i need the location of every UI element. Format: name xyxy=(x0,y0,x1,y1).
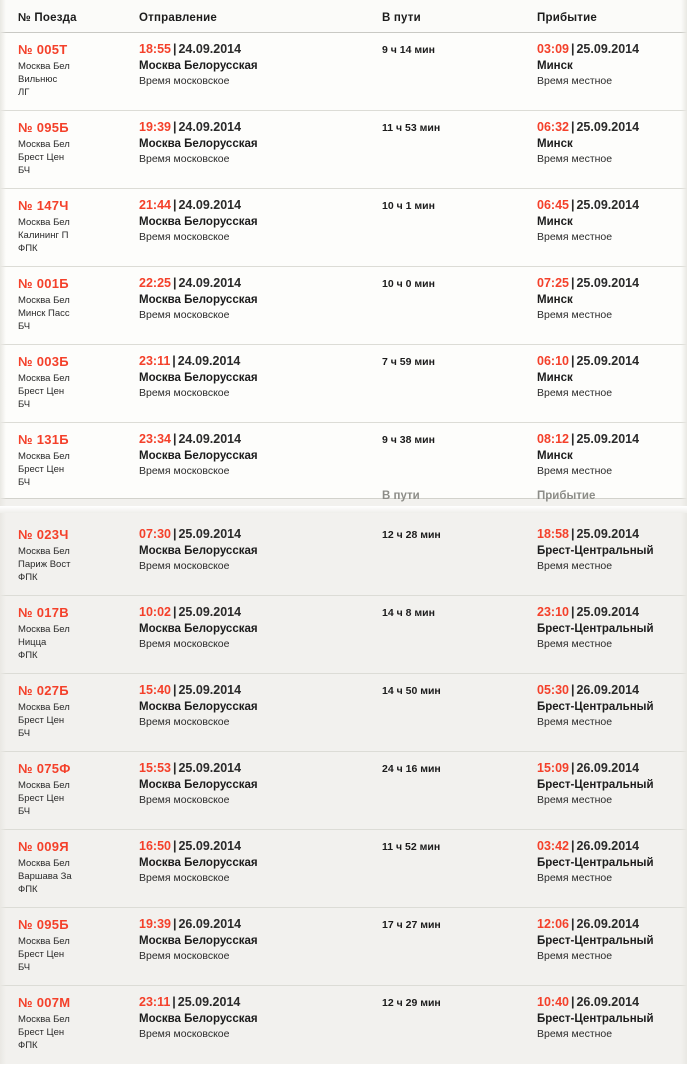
departure-timezone: Время московское xyxy=(139,153,230,165)
train-route-to: Минск Пасс xyxy=(18,308,70,319)
departure-datetime: 16:50 | 25.09.2014 xyxy=(139,839,242,853)
arrival-datetime: 06:10 | 25.09.2014 xyxy=(537,354,640,368)
departure-date: 24.09.2014 xyxy=(178,198,242,212)
arrival-time: 03:09 xyxy=(537,42,569,56)
departure-timezone: Время московское xyxy=(139,794,230,806)
train-cell[interactable] xyxy=(0,120,135,177)
departure-date: 25.09.2014 xyxy=(178,683,242,697)
table-row[interactable] xyxy=(0,908,687,986)
departure-datetime: 15:53 | 25.09.2014 xyxy=(139,761,242,775)
arrival-date: 25.09.2014 xyxy=(576,527,640,541)
arrival-timezone: Время местное xyxy=(537,794,613,806)
train-carrier: БЧ xyxy=(18,962,31,973)
departure-datetime: 23:11 | 25.09.2014 xyxy=(139,995,241,1009)
arrival-station: Минск xyxy=(537,450,573,462)
train-carrier: БЧ xyxy=(18,321,31,332)
train-route-from: Москва Бел xyxy=(18,1014,70,1025)
train-number[interactable]: № 023Ч xyxy=(18,527,69,542)
departure-station: Москва Белорусская xyxy=(139,372,258,384)
departure-time: 21:44 xyxy=(139,198,171,212)
arrival-timezone: Время местное xyxy=(537,950,613,962)
train-route-from: Москва Бел xyxy=(18,936,70,947)
departure-timezone: Время московское xyxy=(139,1028,230,1040)
departure-time: 23:34 xyxy=(139,432,171,446)
table-row[interactable] xyxy=(0,345,687,423)
arrival-cell xyxy=(533,917,687,962)
duration-cell: 11 ч 53 мин xyxy=(382,122,441,134)
train-carrier: ЛГ xyxy=(18,87,30,98)
arrival-datetime: 10:40 | 26.09.2014 xyxy=(537,995,640,1009)
train-cell[interactable] xyxy=(0,198,135,255)
departure-station: Москва Белорусская xyxy=(139,450,258,462)
arrival-station: Минск xyxy=(537,138,573,150)
departure-timezone: Время московское xyxy=(139,231,230,243)
arrival-time: 23:10 xyxy=(537,605,569,619)
arrival-cell xyxy=(533,839,687,884)
train-route-to: Вильнюс xyxy=(18,74,58,85)
arrival-date: 25.09.2014 xyxy=(576,432,640,446)
departure-timezone: Время московское xyxy=(139,309,230,321)
departure-date: 25.09.2014 xyxy=(178,761,242,775)
train-carrier: ФПК xyxy=(18,1040,38,1051)
arrival-cell xyxy=(533,432,687,477)
arrival-time: 06:10 xyxy=(537,354,569,368)
train-cell[interactable] xyxy=(0,839,135,896)
departure-cell xyxy=(135,839,378,884)
departure-station: Москва Белорусская xyxy=(139,60,258,72)
train-route-to: Калининг П xyxy=(18,230,69,241)
duration-cell: 7 ч 59 мин xyxy=(382,356,435,368)
departure-station: Москва Белорусская xyxy=(139,701,258,713)
train-route-to: Брест Цен xyxy=(18,793,65,804)
column-header-arrival: Прибытие xyxy=(537,12,597,24)
train-cell[interactable] xyxy=(0,42,135,99)
departure-timezone: Время московское xyxy=(139,387,230,399)
arrival-station: Брест-Центральный xyxy=(537,779,654,791)
departure-cell xyxy=(135,120,378,165)
arrival-timezone: Время местное xyxy=(537,638,613,650)
departure-timezone: Время московское xyxy=(139,560,230,572)
departure-cell xyxy=(135,995,378,1040)
arrival-timezone: Время местное xyxy=(537,872,613,884)
duration-cell: 11 ч 52 мин xyxy=(382,841,441,853)
duration-cell: 9 ч 38 мин xyxy=(382,434,435,446)
departure-cell xyxy=(135,42,378,87)
train-route-to: Брест Цен xyxy=(18,386,65,397)
train-number[interactable]: № 007М xyxy=(18,995,71,1010)
departure-time: 15:53 xyxy=(139,761,171,775)
arrival-datetime: 06:45 | 25.09.2014 xyxy=(537,198,640,212)
arrival-cell xyxy=(533,42,687,87)
table-row[interactable] xyxy=(0,423,687,498)
departure-datetime: 19:39 | 26.09.2014 xyxy=(139,917,242,931)
train-carrier: ФПК xyxy=(18,884,38,895)
arrival-cell xyxy=(533,683,687,728)
column-header-departure: Отправление xyxy=(139,12,218,24)
train-route-from: Москва Бел xyxy=(18,61,70,72)
table-row[interactable] xyxy=(0,189,687,267)
train-route-from: Москва Бел xyxy=(18,217,70,228)
arrival-station: Брест-Центральный xyxy=(537,857,654,869)
arrival-date: 26.09.2014 xyxy=(576,683,640,697)
arrival-time: 12:06 xyxy=(537,917,569,931)
arrival-timezone: Время местное xyxy=(537,387,613,399)
duration-cell: 12 ч 29 мин xyxy=(382,997,441,1009)
train-route-from: Москва Бел xyxy=(18,702,70,713)
departure-datetime: 23:34 | 24.09.2014 xyxy=(139,432,242,446)
duration-cell: 14 ч 50 мин xyxy=(382,685,441,697)
departure-cell xyxy=(135,276,378,321)
departure-date: 24.09.2014 xyxy=(178,432,242,446)
train-route-to: Брест Цен xyxy=(18,152,65,163)
train-cell[interactable] xyxy=(0,276,135,333)
arrival-cell xyxy=(533,605,687,650)
table-header-secondary xyxy=(0,490,687,518)
arrival-datetime: 12:06 | 26.09.2014 xyxy=(537,917,640,931)
departure-timezone: Время московское xyxy=(139,716,230,728)
departure-date: 25.09.2014 xyxy=(178,839,242,853)
train-carrier: БЧ xyxy=(18,728,31,739)
departure-cell xyxy=(135,354,378,399)
train-carrier: БЧ xyxy=(18,165,31,176)
departure-timezone: Время московское xyxy=(139,465,230,477)
arrival-timezone: Время местное xyxy=(537,75,613,87)
arrival-timezone: Время местное xyxy=(537,153,613,165)
arrival-timezone: Время местное xyxy=(537,465,613,477)
departure-timezone: Время московское xyxy=(139,950,230,962)
departure-datetime: 19:39 | 24.09.2014 xyxy=(139,120,242,134)
train-number[interactable]: № 017В xyxy=(18,605,69,620)
departure-datetime: 07:30 | 25.09.2014 xyxy=(139,527,242,541)
departure-time: 07:30 xyxy=(139,527,171,541)
train-route-from: Москва Бел xyxy=(18,624,70,635)
arrival-station: Брест-Центральный xyxy=(537,935,654,947)
arrival-datetime: 23:10 | 25.09.2014 xyxy=(537,605,640,619)
arrival-cell xyxy=(533,761,687,806)
train-carrier: БЧ xyxy=(18,477,31,488)
arrival-datetime: 07:25 | 25.09.2014 xyxy=(537,276,640,290)
departure-cell xyxy=(135,761,378,806)
arrival-station: Брест-Центральный xyxy=(537,623,654,635)
table-row[interactable] xyxy=(0,674,687,752)
train-cell[interactable] xyxy=(0,605,135,662)
departure-station: Москва Белорусская xyxy=(139,216,258,228)
arrival-date: 26.09.2014 xyxy=(576,995,640,1009)
arrival-cell xyxy=(533,527,687,572)
column-header-arrival-clipped: Прибытие xyxy=(537,490,596,502)
arrival-cell xyxy=(533,276,687,321)
train-route-from: Москва Бел xyxy=(18,546,70,557)
departure-date: 24.09.2014 xyxy=(178,42,242,56)
duration-cell: 10 ч 1 мин xyxy=(382,200,435,212)
train-route-to: Ницца xyxy=(18,637,47,648)
train-carrier: ФПК xyxy=(18,243,38,254)
departure-time: 19:39 xyxy=(139,917,171,931)
arrival-timezone: Время местное xyxy=(537,1028,613,1040)
arrival-date: 26.09.2014 xyxy=(576,761,640,775)
departure-station: Москва Белорусская xyxy=(139,857,258,869)
arrival-date: 25.09.2014 xyxy=(576,276,640,290)
departure-date: 24.09.2014 xyxy=(177,354,241,368)
train-number[interactable]: № 005Т xyxy=(18,42,68,57)
departure-date: 24.09.2014 xyxy=(178,276,242,290)
table-row[interactable] xyxy=(0,752,687,830)
arrival-date: 25.09.2014 xyxy=(576,120,640,134)
train-number[interactable]: № 075Ф xyxy=(18,761,71,776)
train-carrier: БЧ xyxy=(18,399,31,410)
train-cell[interactable] xyxy=(0,354,135,411)
duration-cell: 24 ч 16 мин xyxy=(382,763,441,775)
arrival-timezone: Время местное xyxy=(537,716,613,728)
arrival-cell xyxy=(533,354,687,399)
train-number[interactable]: № 001Б xyxy=(18,276,69,291)
departure-date: 25.09.2014 xyxy=(177,995,241,1009)
train-cell[interactable] xyxy=(0,527,135,584)
arrival-station: Минск xyxy=(537,372,573,384)
train-cell[interactable] xyxy=(0,683,135,740)
departure-cell xyxy=(135,432,378,477)
table-row[interactable] xyxy=(0,33,687,111)
departure-datetime: 22:25 | 24.09.2014 xyxy=(139,276,242,290)
arrival-station: Минск xyxy=(537,60,573,72)
arrival-cell xyxy=(533,995,687,1040)
train-route-to: Брест Цен xyxy=(18,464,65,475)
train-route-from: Москва Бел xyxy=(18,780,70,791)
train-carrier: ФПК xyxy=(18,650,38,661)
arrival-timezone: Время местное xyxy=(537,560,613,572)
arrival-timezone: Время местное xyxy=(537,231,613,243)
arrival-datetime: 03:42 | 26.09.2014 xyxy=(537,839,640,853)
train-cell[interactable] xyxy=(0,432,135,489)
arrival-time: 06:32 xyxy=(537,120,569,134)
train-route-from: Москва Бел xyxy=(18,451,70,462)
arrival-cell xyxy=(533,120,687,165)
train-carrier: БЧ xyxy=(18,806,31,817)
departure-timezone: Время московское xyxy=(139,872,230,884)
table-row[interactable] xyxy=(0,267,687,345)
arrival-cell xyxy=(533,198,687,243)
scan-seam xyxy=(0,506,687,513)
train-cell[interactable] xyxy=(0,917,135,974)
departure-datetime: 21:44 | 24.09.2014 xyxy=(139,198,242,212)
arrival-date: 26.09.2014 xyxy=(576,917,640,931)
duration-cell: 17 ч 27 мин xyxy=(382,919,441,931)
duration-cell: 12 ч 28 мин xyxy=(382,529,441,541)
train-route-to: Варшава За xyxy=(18,871,72,882)
arrival-date: 25.09.2014 xyxy=(576,42,640,56)
train-number[interactable]: № 009Я xyxy=(18,839,69,854)
departure-time: 19:39 xyxy=(139,120,171,134)
arrival-date: 25.09.2014 xyxy=(576,605,640,619)
departure-date: 24.09.2014 xyxy=(178,120,242,134)
train-carrier: ФПК xyxy=(18,572,38,583)
departure-station: Москва Белорусская xyxy=(139,138,258,150)
table-row[interactable] xyxy=(0,830,687,908)
train-route-from: Москва Бел xyxy=(18,858,70,869)
arrival-time: 18:58 xyxy=(537,527,569,541)
departure-cell xyxy=(135,198,378,243)
arrival-time: 05:30 xyxy=(537,683,569,697)
departure-station: Москва Белорусская xyxy=(139,779,258,791)
train-number[interactable]: № 027Б xyxy=(18,683,69,698)
departure-time: 18:55 xyxy=(139,42,171,56)
departure-station: Москва Белорусская xyxy=(139,545,258,557)
train-route-from: Москва Бел xyxy=(18,139,70,150)
departure-cell xyxy=(135,917,378,962)
train-route-to: Брест Цен xyxy=(18,715,65,726)
departure-datetime: 10:02 | 25.09.2014 xyxy=(139,605,242,619)
arrival-date: 25.09.2014 xyxy=(576,198,640,212)
arrival-time: 15:09 xyxy=(537,761,569,775)
departure-station: Москва Белорусская xyxy=(139,294,258,306)
departure-cell xyxy=(135,605,378,650)
duration-cell: 9 ч 14 мин xyxy=(382,44,435,56)
train-cell[interactable] xyxy=(0,761,135,818)
train-number[interactable]: № 095Б xyxy=(18,917,69,932)
departure-date: 25.09.2014 xyxy=(178,527,242,541)
table-row[interactable] xyxy=(0,986,687,1064)
column-header-train: № Поезда xyxy=(18,12,77,24)
arrival-time: 03:42 xyxy=(537,839,569,853)
arrival-datetime: 06:32 | 25.09.2014 xyxy=(537,120,640,134)
departure-time: 22:25 xyxy=(139,276,171,290)
arrival-datetime: 03:09 | 25.09.2014 xyxy=(537,42,640,56)
departure-time: 23:11 xyxy=(139,354,171,368)
train-route-to: Брест Цен xyxy=(18,1027,65,1038)
departure-time: 23:11 xyxy=(139,995,171,1009)
table-row[interactable] xyxy=(0,596,687,674)
arrival-date: 25.09.2014 xyxy=(576,354,640,368)
column-header-duration-clipped: В пути xyxy=(382,490,420,502)
arrival-datetime: 08:12 | 25.09.2014 xyxy=(537,432,640,446)
departure-date: 26.09.2014 xyxy=(178,917,242,931)
departure-station: Москва Белорусская xyxy=(139,1013,258,1025)
train-route-from: Москва Бел xyxy=(18,373,70,384)
arrival-datetime: 05:30 | 26.09.2014 xyxy=(537,683,640,697)
train-number[interactable]: № 003Б xyxy=(18,354,69,369)
table-row[interactable] xyxy=(0,518,687,596)
departure-datetime: 18:55 | 24.09.2014 xyxy=(139,42,242,56)
departure-station: Москва Белорусская xyxy=(139,935,258,947)
train-route-to: Париж Вост xyxy=(18,559,71,570)
departure-cell xyxy=(135,683,378,728)
train-number[interactable]: № 147Ч xyxy=(18,198,69,213)
arrival-time: 06:45 xyxy=(537,198,569,212)
departure-cell xyxy=(135,527,378,572)
departure-station: Москва Белорусская xyxy=(139,623,258,635)
table-row[interactable] xyxy=(0,111,687,189)
train-cell[interactable] xyxy=(0,995,135,1052)
duration-cell: 10 ч 0 мин xyxy=(382,278,435,290)
arrival-time: 10:40 xyxy=(537,995,569,1009)
arrival-datetime: 18:58 | 25.09.2014 xyxy=(537,527,640,541)
departure-time: 15:40 xyxy=(139,683,171,697)
arrival-date: 26.09.2014 xyxy=(576,839,640,853)
arrival-time: 08:12 xyxy=(537,432,569,446)
arrival-timezone: Время местное xyxy=(537,309,613,321)
table-header xyxy=(0,0,687,33)
departure-datetime: 23:11 | 24.09.2014 xyxy=(139,354,241,368)
departure-timezone: Время московское xyxy=(139,75,230,87)
departure-time: 16:50 xyxy=(139,839,171,853)
departure-datetime: 15:40 | 25.09.2014 xyxy=(139,683,242,697)
train-number[interactable]: № 131Б xyxy=(18,432,69,447)
train-route-from: Москва Бел xyxy=(18,295,70,306)
arrival-station: Минск xyxy=(537,216,573,228)
arrival-station: Брест-Центральный xyxy=(537,701,654,713)
column-header-duration: В пути xyxy=(382,12,421,24)
departure-date: 25.09.2014 xyxy=(178,605,242,619)
train-number[interactable]: № 095Б xyxy=(18,120,69,135)
departure-timezone: Время московское xyxy=(139,638,230,650)
arrival-station: Брест-Центральный xyxy=(537,1013,654,1025)
departure-time: 10:02 xyxy=(139,605,171,619)
arrival-datetime: 15:09 | 26.09.2014 xyxy=(537,761,640,775)
duration-cell: 14 ч 8 мин xyxy=(382,607,435,619)
arrival-station: Брест-Центральный xyxy=(537,545,654,557)
arrival-station: Минск xyxy=(537,294,573,306)
arrival-time: 07:25 xyxy=(537,276,569,290)
train-route-to: Брест Цен xyxy=(18,949,65,960)
